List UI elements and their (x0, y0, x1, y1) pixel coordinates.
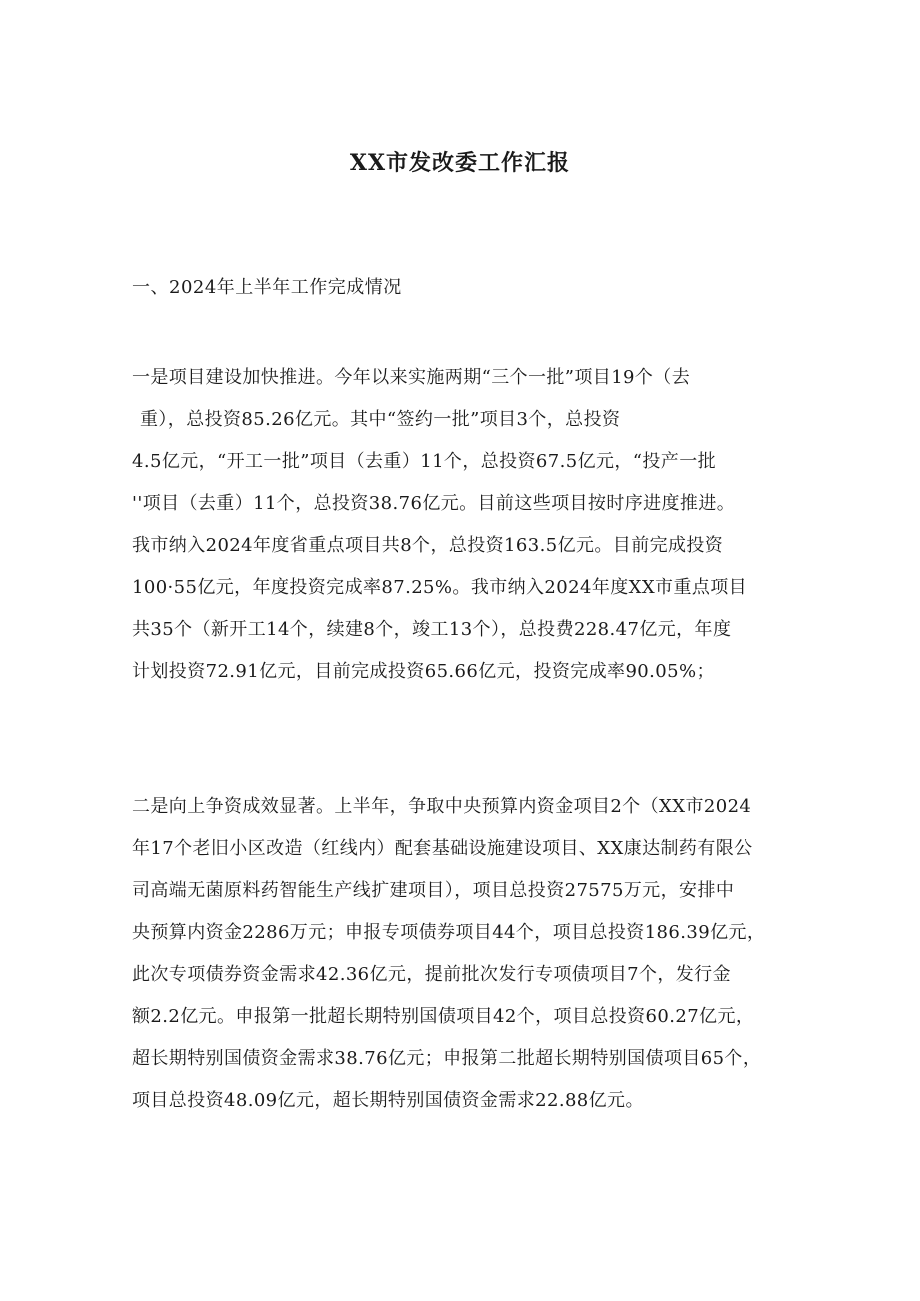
paragraph-line: 共35个（新开工14个，续建8个，竣工13个），总投费228.47亿元，年度 (132, 619, 732, 640)
paragraph-line: 司高端无菌原料药智能生产线扩建项目），项目总投资27575万元，安排中 (132, 880, 735, 901)
paragraph-line: 重），总投资85.26亿元。其中“签约一批”项目3个，总投资 (140, 409, 621, 430)
paragraph-line: 二是向上争资成效显著。上半年，争取中央预算内资金项目2个（XX市2024 (132, 796, 752, 817)
paragraph-line: 计划投资72.91亿元，目前完成投资65.66亿元，投资完成率90.05%； (132, 661, 715, 682)
paragraph-line: 4.5亿元，“开工一批”项目（去重）11个，总投资67.5亿元，“投产一批 (132, 451, 717, 472)
paragraph-project-construction (132, 357, 747, 693)
paragraph-line: 我市纳入2024年度省重点项目共8个，总投资163.5亿元。目前完成投资 (132, 535, 724, 556)
paragraph-line: 额2.2亿元。申报第一批超长期特别国债项目42个，项目总投资60.27亿元， (132, 1006, 755, 1027)
paragraph-line: 年17个老旧小区改造（红线内）配套基础设施建设项目、XX康达制药有限公 (132, 838, 753, 859)
paragraph-line: 一是项目建设加快推进。今年以来实施两期“三个一批”项目19个（去 (132, 367, 691, 388)
paragraph-line: 央预算内资金2286万元；申报专项债券项目44个，项目总投资186.39亿元， (132, 922, 766, 943)
section-heading: 一、2024年上半年工作完成情况 (132, 277, 402, 298)
paragraph-line: ''项目（去重）11个，总投资38.76亿元。目前这些项目按时序进度推进。 (132, 493, 736, 514)
paragraph-line: 项目总投资48.09亿元，超长期特别国债资金需求22.88亿元。 (132, 1090, 644, 1111)
paragraph-line: 100·55亿元，年度投资完成率87.25%。我市纳入2024年度XX市重点项目 (132, 577, 748, 598)
paragraph-line: 此次专项债券资金需求42.36亿元，提前批次发行专项债项目7个，发行金 (132, 964, 731, 985)
document-title: XX市发改委工作汇报 (349, 150, 571, 176)
paragraph-line: 超长期特别国债资金需求38.76亿元；申报第二批超长期特别国债项目65个， (132, 1048, 762, 1069)
paragraph-funding (132, 786, 765, 1122)
